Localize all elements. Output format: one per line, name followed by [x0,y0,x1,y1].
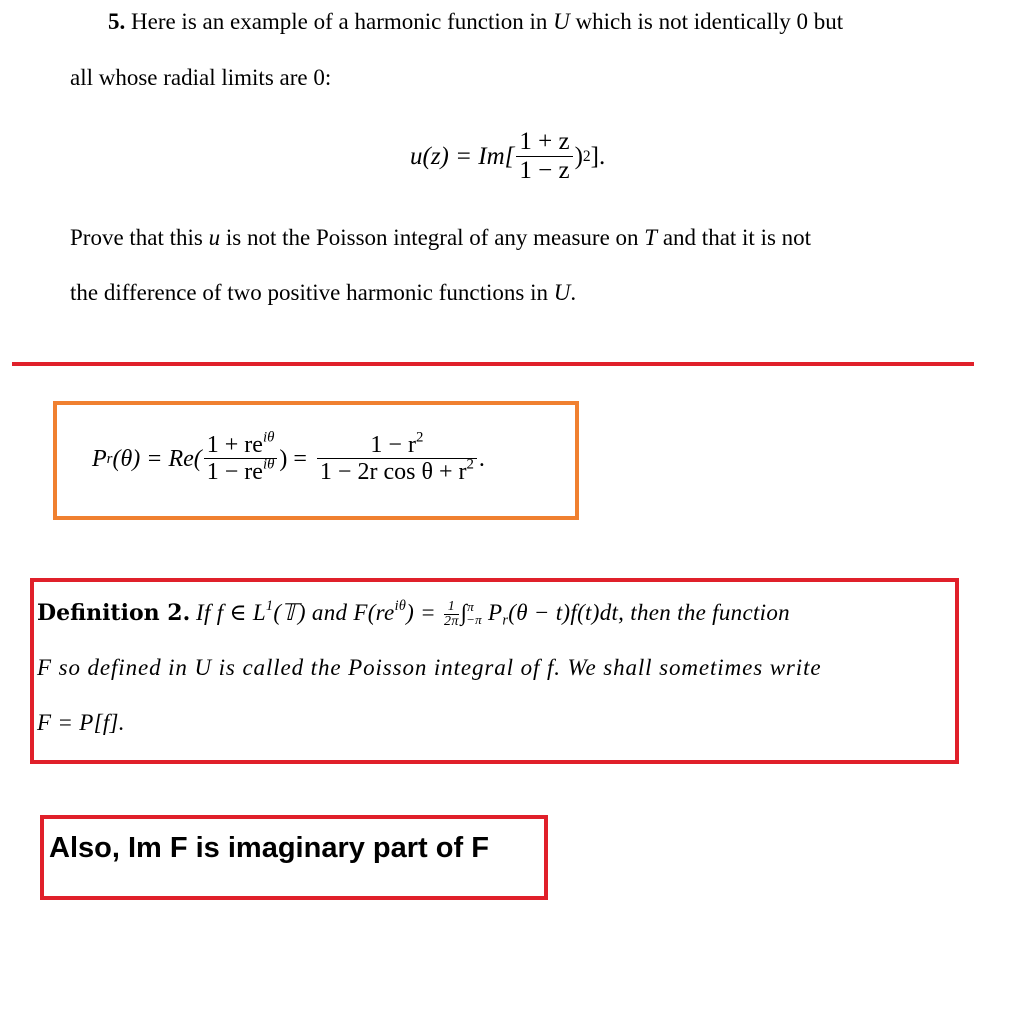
problem-line-1: 5. Here is an example of a harmonic function in U which is not identically 0 but [108,9,844,34]
definition-line-3: F = P[f]. [37,710,125,735]
kernel-fraction-1: $\frac{1 + re^{i\theta}}{1 - re^{i\theta}}$ [204,432,278,487]
harmonic-formula: u(z) = Im[ $\frac{1 + z}{1 - z}$ ) 2 ]. [410,128,606,184]
note-text: Also, Im F is imaginary part of F [49,832,489,864]
definition-line-1: Definition 2. If f ∈ $L^1(𝕋)$ and $F(re^{i\theta})$ = $\frac{1}{2\pi}$ ∫$^\pi_{-\pi}$ $P_r(\theta - t)f(t)dt$, then the function [37,597,790,629]
definition-label: Definition 2. [37,599,191,626]
problem-line-2: all whose radial limits are 0: [70,65,332,90]
poisson-kernel-formula: P r (θ) = Re( $\frac{1 + re^{i\theta}}{1 - re^{i\theta}}$ ) = $\frac{1 - r^2}{1 - 2r \cos \theta + r^2}$ . [92,429,485,486]
problem-number: 5. [108,9,126,34]
prove-line-1: Prove that this u is not the Poisson integral of any measure on T and that it is not [70,225,812,250]
prove-line-2: the difference of two positive harmonic functions in U. [70,280,577,305]
red-divider [12,362,974,366]
kernel-fraction-2: $\frac{1 - r^2}{1 - 2r \cos \theta + r^2}$ [317,432,477,487]
definition-fraction: $\frac{1}{2\pi}$ [444,599,459,629]
formula-fraction: $\frac{1 + z}{1 - z}$ [516,128,572,185]
definition-line-2: F so defined in U is called the Poisson integral of f. We shall sometimes write [37,655,822,680]
